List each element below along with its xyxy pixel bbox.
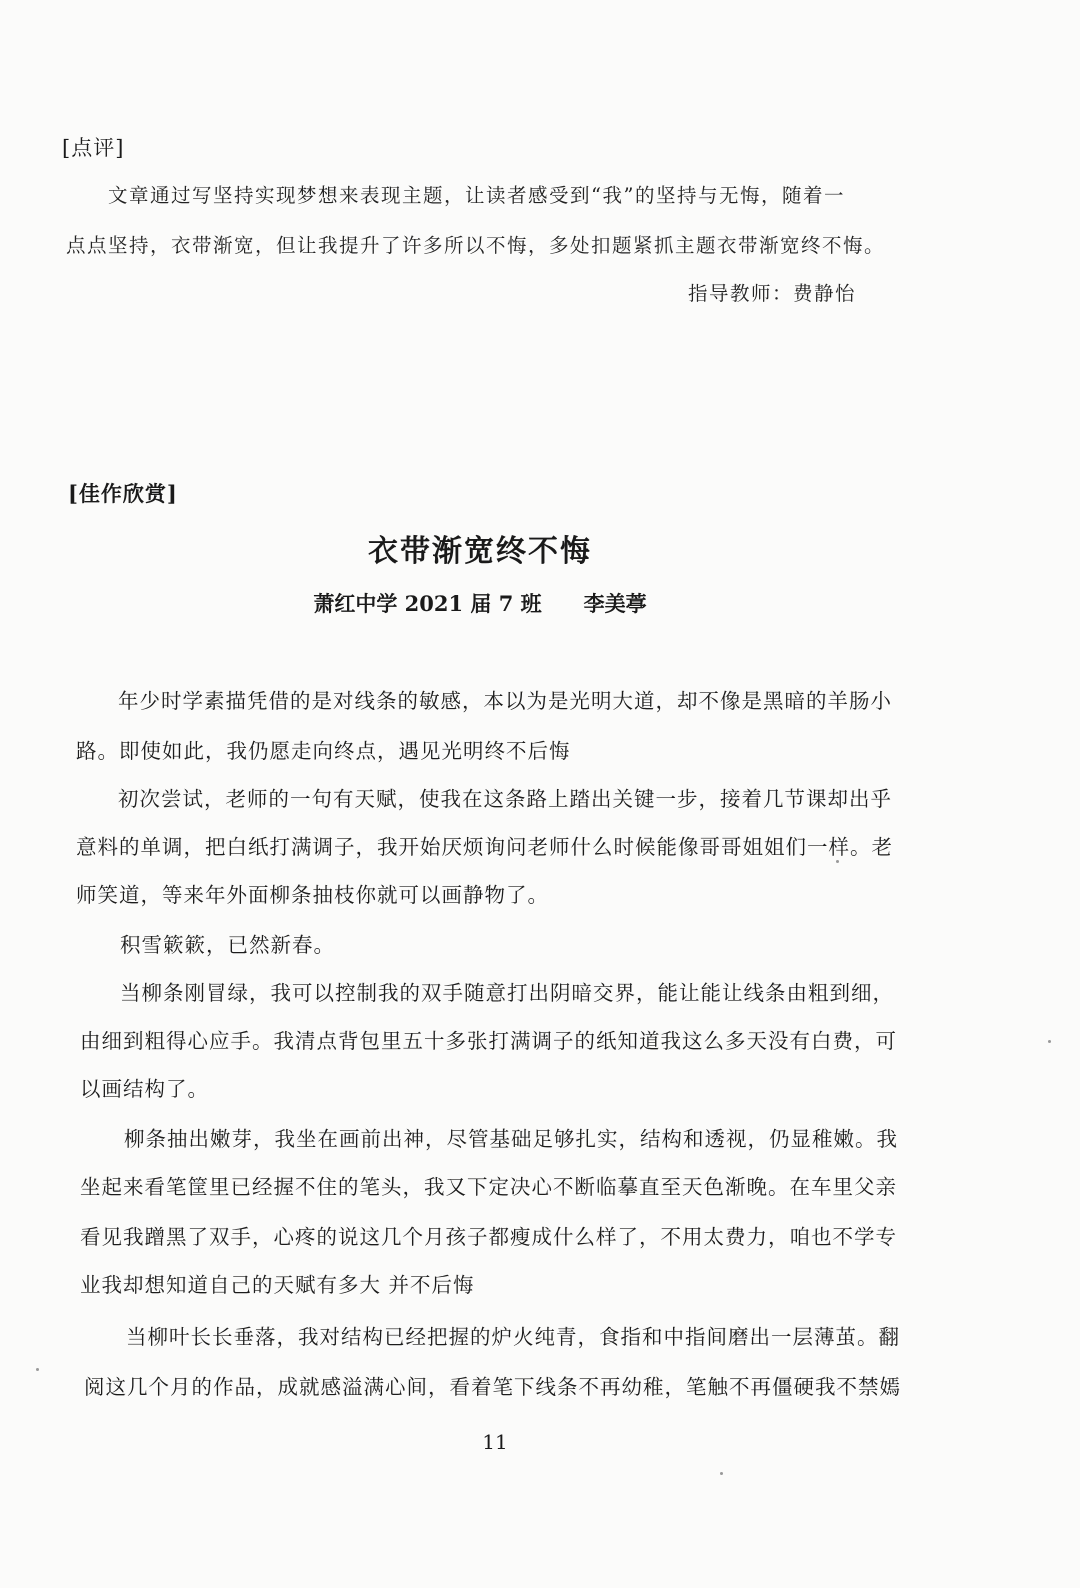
paragraph-line: 当柳叶长长垂落，我对结构已经把握的炉火纯青，食指和中指间磨出一层薄茧。翻 — [126, 1325, 900, 1349]
paragraph-line: 意料的单调，把白纸打满调子，我开始厌烦询问老师什么时候能像哥哥姐姐们一样。老 — [76, 835, 893, 859]
teacher-credit: 指导教师：费静怡 — [688, 282, 857, 305]
scan-speck — [836, 860, 839, 863]
paragraph-line: 路。即使如此，我仍愿走向终点，遇见光明终不后悔 — [76, 739, 571, 763]
paragraph-line: 业我却想知道自己的天赋有多大 并不后悔 — [80, 1273, 475, 1297]
paragraph-line: 坐起来看笔筐里已经握不住的笔头，我又下定决心不断临摹直至天色渐晚。在车里父亲 — [80, 1175, 897, 1199]
paragraph-line: 当柳条刚冒绿，我可以控制我的双手随意打出阴暗交界，能让能让线条由粗到细， — [120, 981, 894, 1005]
paragraph-line: 阅这几个月的作品，成就感溢满心间，看着笔下线条不再幼稚，笔触不再僵硬我不禁嫣 — [84, 1375, 901, 1399]
comment-line: 文章通过写坚持实现梦想来表现主题，让读者感受到“我”的坚持与无悔，随着一 — [108, 184, 845, 207]
author-name: 李美葶 — [583, 591, 647, 616]
scan-speck — [720, 1472, 723, 1475]
school-class: 萧红中学 2021 届 7 班 — [313, 591, 542, 616]
paragraph-line: 柳条抽出嫩芽，我坐在画前出神，尽管基础足够扎实，结构和透视，仍显稚嫩。我 — [124, 1127, 898, 1151]
scan-speck — [1048, 1040, 1051, 1043]
paragraph-line: 师笑道，等来年外面柳条抽枝你就可以画静物了。 — [76, 883, 549, 907]
paragraph-line: 由细到粗得心应手。我清点背包里五十多张打满调子的纸知道我这么多天没有白费，可 — [80, 1029, 897, 1053]
essay-byline — [0, 588, 960, 618]
page-number: 11 — [482, 1430, 508, 1454]
comment-section-label: [点评] — [62, 136, 125, 160]
paragraph-line: 以画结构了。 — [80, 1077, 209, 1101]
scan-speck — [36, 1368, 39, 1371]
essay-title: 衣带渐宽终不悔 — [368, 534, 592, 569]
essay-section-label: [佳作欣赏] — [68, 481, 178, 506]
paragraph-line: 年少时学素描凭借的是对线条的敏感，本以为是光明大道，却不像是黑暗的羊肠小 — [118, 689, 892, 713]
paragraph-line: 看见我蹭黑了双手，心疼的说这几个月孩子都瘦成什么样了，不用太费力，咱也不学专 — [80, 1225, 897, 1249]
paragraph-line: 积雪簌簌，已然新春。 — [120, 933, 335, 957]
paragraph-line: 初次尝试，老师的一句有天赋，使我在这条路上踏出关键一步，接着几节课却出乎 — [118, 787, 892, 811]
comment-line: 点点坚持，衣带渐宽，但让我提升了许多所以不悔，多处扣题紧抓主题衣带渐宽终不悔。 — [66, 234, 886, 257]
